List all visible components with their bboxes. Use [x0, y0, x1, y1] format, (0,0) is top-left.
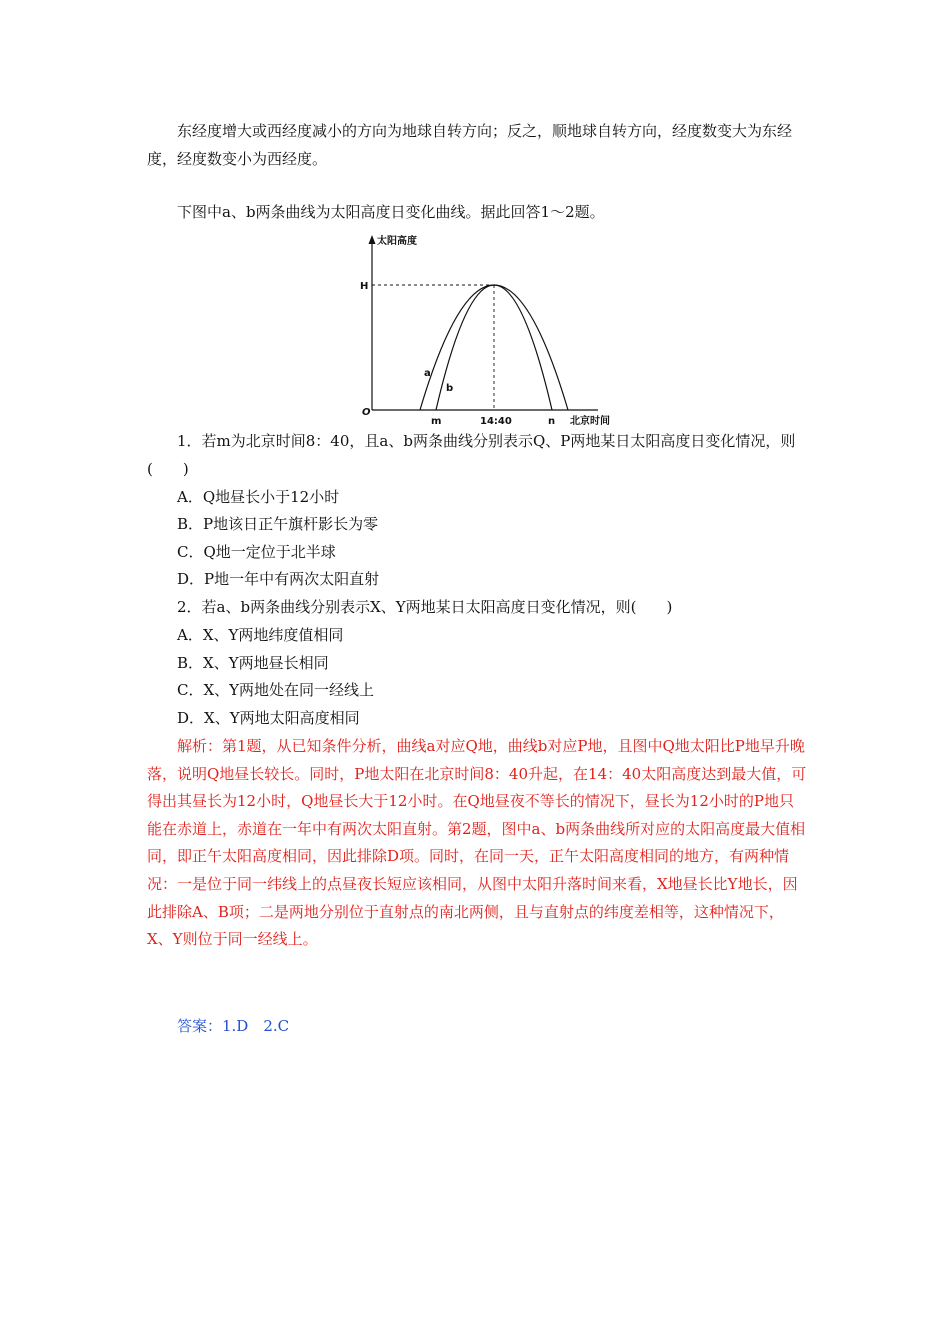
q2-stem: 2．若a、b两条曲线分别表示X、Y两地某日太阳高度日变化情况，则( ) — [177, 598, 673, 616]
h-label: H — [360, 281, 369, 292]
curve-b-label: b — [446, 383, 454, 394]
intro-paragraph: 东经度增大或西经度减小的方向为地球自转方向；反之，顺地球自转方向，经度数变大为东经度，经度数变小为西经度。 — [147, 122, 793, 168]
question-stem: 下图中a、b两条曲线为太阳高度日变化曲线。据此回答1～2题。 — [177, 203, 605, 221]
q2-option-b: B．X、Y两地昼长相同 — [177, 654, 329, 672]
x-axis-label: 北京时间 — [570, 416, 610, 426]
q2-option-c: C．X、Y两地处在同一经线上 — [177, 681, 375, 699]
analysis-paragraph: 解析：第1题，从已知条件分析，曲线a对应Q地，曲线b对应P地，且图中Q地太阳比P地早升晚落，说明Q地昼长较长。同时，P地太阳在北京时间8：40升起，在14：40太阳高度达到最大值，可得出其昼长为12小时，Q地昼长大于12小时。在Q地昼夜不等长的情况下，昼长为12小时的P地只能在赤道上，赤道在一年中有两次太阳直射。第2题，图中a、b两条曲线所对应的太阳高度最大值相同，即正午太阳高度相同，因此排除D项。同时，在同一天，正午太阳高度相同的地方，有两种情况：一是位于同一纬线上的点昼夜长短应该相同，从图中太阳升落时间来看，X地昼长比Y地长，因此排除A、B项；二是两地分别位于直射点的南北两侧，且与直射点的纬度差相等，这种情况下，X、Y则位于同一经线上。 — [147, 737, 807, 949]
tick-n-label: n — [548, 416, 556, 426]
q1-option-b: B．P地该日正午旗杆影长为零 — [177, 515, 379, 533]
q2-option-d: D．X、Y两地太阳高度相同 — [177, 709, 360, 727]
q1-option-c: C．Q地一定位于北半球 — [177, 543, 336, 561]
q2-option-a: A．X、Y两地纬度值相同 — [177, 626, 344, 644]
tick-peak-label: 14:40 — [480, 416, 512, 426]
q1-option-d: D．P地一年中有两次太阳直射 — [177, 570, 380, 588]
y-axis-label: 太阳高度 — [377, 236, 417, 247]
q1-stem: 1．若m为北京时间8：40，且a、b两条曲线分别表示Q、P两地某日太阳高度日变化情况，则( ) — [147, 432, 796, 478]
sun-altitude-figure — [330, 228, 630, 426]
sun-altitude-chart — [330, 228, 630, 426]
q1-option-a: A．Q地昼长小于12小时 — [177, 488, 340, 506]
y-axis-arrow — [369, 235, 376, 244]
answer-line: 答案：1.D 2.C — [177, 1017, 290, 1035]
tick-m-label: m — [431, 416, 442, 426]
origin-label: O — [362, 407, 371, 418]
curve-a-label: a — [424, 368, 431, 379]
